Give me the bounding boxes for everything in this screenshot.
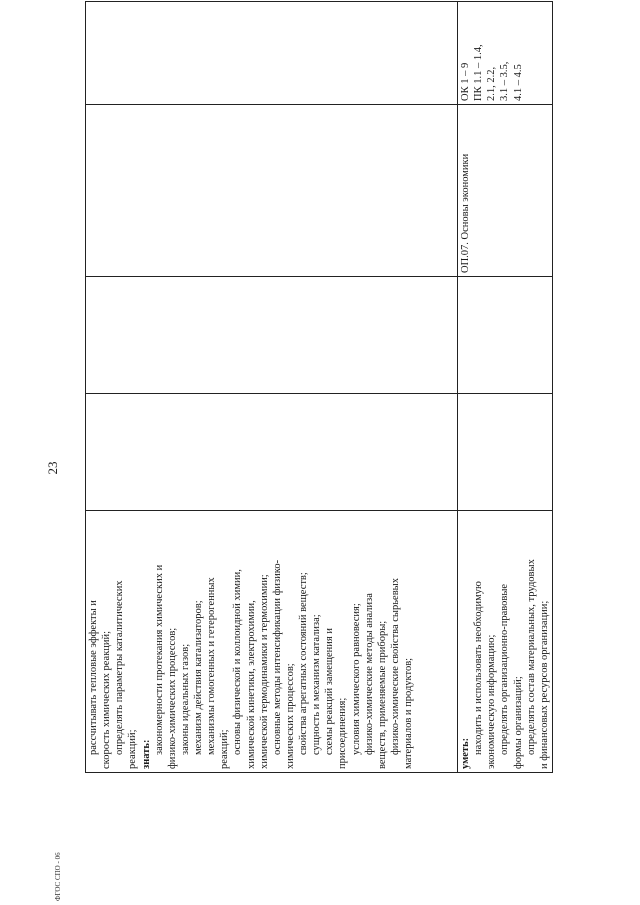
page-number: 23 xyxy=(45,461,60,475)
text-line: основы физической и коллоидной химии, xyxy=(232,569,244,755)
text-line: механизм действия катализаторов; xyxy=(193,600,204,755)
skills-lines xyxy=(87,514,415,769)
curriculum-table xyxy=(85,1,553,773)
text-line: химических процессов; xyxy=(284,663,296,769)
text-line: формы организаций; xyxy=(512,676,524,769)
section-heading: уметь: xyxy=(460,737,471,769)
empty-cell xyxy=(86,277,458,394)
competency-code: ОК 1 – 9 xyxy=(460,62,471,101)
text-line: реакций; xyxy=(219,729,231,769)
text-line: схемы реакций замещения и xyxy=(324,628,336,755)
competency-list xyxy=(459,5,525,101)
text-line: рассчитывать тепловые эффекты и xyxy=(88,600,99,755)
skills-cell xyxy=(458,511,553,773)
discipline-cell xyxy=(86,105,458,277)
empty-cell xyxy=(458,394,553,511)
empty-cell xyxy=(86,394,458,511)
discipline-name: ОП.07. Основы экономики xyxy=(460,153,471,273)
text-line: законы идеальных газов; xyxy=(179,643,191,755)
competency-code: ПК 1.1 – 1.4, xyxy=(473,44,485,101)
text-line: основные методы интенсификации физико- xyxy=(271,559,283,755)
text-line: физико-химические методы анализа xyxy=(363,593,375,755)
text-line: веществ, применяемые приборы; xyxy=(376,620,388,769)
text-line: химической кинетики, электрохимии, xyxy=(245,600,257,769)
competencies-cell xyxy=(86,2,458,105)
competency-code: 3.1 – 3.5, xyxy=(499,61,511,101)
skills-lines xyxy=(459,514,551,769)
text-line: физико-химические свойства сырьевых xyxy=(389,578,401,755)
text-line: свойства агрегатных состояний веществ; xyxy=(298,572,309,755)
text-line: экономическую информацию; xyxy=(486,634,498,769)
empty-cell xyxy=(458,277,553,394)
text-line: определять состав материальных, трудовых xyxy=(525,559,537,755)
competencies-cell xyxy=(458,2,553,105)
competency-code: 2.1, 2.2, xyxy=(486,66,498,101)
discipline-cell xyxy=(458,105,553,277)
text-line: скорость химических реакций; xyxy=(101,630,113,769)
footer-code: ФГОС СПО - 06 xyxy=(54,852,62,901)
text-line: материалов и продуктов; xyxy=(403,657,414,769)
text-line: реакций; xyxy=(127,729,139,769)
text-line: находить и использовать необходимую xyxy=(473,581,485,755)
text-line: определять организационно-правовые xyxy=(499,583,511,755)
text-line: химической термодинамики и термохимии; xyxy=(258,574,270,769)
text-line: сущность и механизм катализа; xyxy=(311,614,323,755)
text-line: закономерности протекания химических и xyxy=(153,564,165,755)
text-line: присоединения; xyxy=(337,697,349,769)
text-line: физико-химических процессов; xyxy=(166,627,178,769)
text-line: условия химического равновесия; xyxy=(350,603,362,755)
table-row xyxy=(86,2,458,773)
competency-code: 4.1 – 4.5 xyxy=(512,64,524,101)
text-line: определять параметры каталитических xyxy=(114,580,126,755)
table-row xyxy=(458,2,553,773)
section-heading: знать: xyxy=(140,739,152,769)
rotated-table-wrapper xyxy=(85,37,552,773)
text-line: и финансовых ресурсов организации; xyxy=(538,600,550,769)
skills-cell xyxy=(86,511,458,773)
text-line: механизмы гомогенных и гетерогенных xyxy=(206,577,218,755)
